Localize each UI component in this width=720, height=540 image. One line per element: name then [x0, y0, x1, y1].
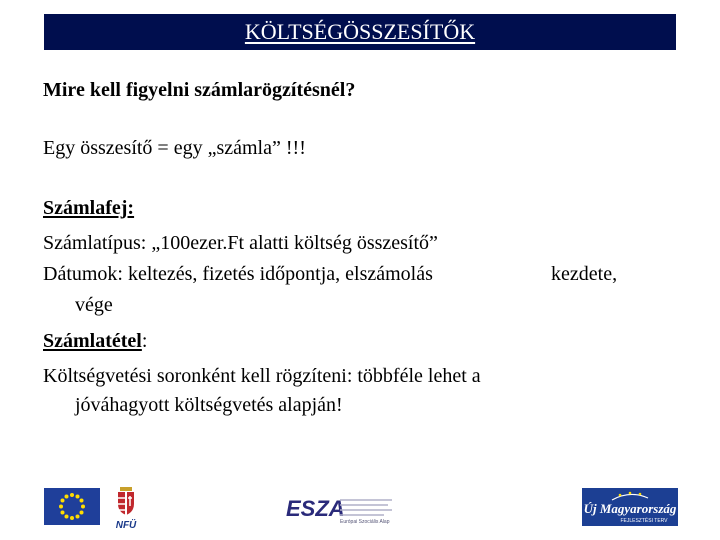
dates-line-wrap: vége [75, 294, 113, 316]
eu-flag-logo [44, 488, 100, 525]
dates-line-start: Dátumok: keltezés, fizetés időpontja, elszámolás [43, 263, 433, 285]
dates-line-end: kezdete, [551, 263, 618, 285]
eu-stars-icon [44, 488, 100, 525]
umt-label: Új Magyarország [583, 501, 677, 516]
esza-mark-icon [284, 488, 396, 526]
logo-footer [0, 482, 720, 532]
uj-magyarorszag-logo [582, 488, 678, 526]
umt-subtext: FEJLESZTÉSI TERV [620, 518, 668, 524]
question-line: Mire kell figyelni számlarögzítésnél? [43, 79, 356, 101]
nfu-crest-logo [111, 486, 141, 530]
slide-title: KÖLTSÉGÖSSZESÍTŐK [44, 14, 676, 50]
esza-subtext: Európai Szociális Alap [340, 519, 390, 525]
umt-mark-icon [582, 488, 678, 526]
esza-logo [284, 488, 396, 526]
coat-of-arms-icon [111, 486, 141, 530]
equation-line: Egy összesítő = egy „számla” !!! [43, 137, 306, 159]
item-label: Számlatétel [43, 330, 142, 352]
header-label: Számlafej: [43, 197, 135, 219]
nfu-label: NFÜ [115, 520, 137, 530]
budget-line: Költségvetési soronként kell rögzíteni: többféle lehet a [43, 365, 481, 387]
esza-label: ESZA [286, 496, 345, 521]
budget-line-wrap: jóváhagyott költségvetés alapján! [75, 394, 343, 416]
item-label-line [43, 329, 147, 353]
type-line: Számlatípus: „100ezer.Ft alatti költség összesítő” [43, 232, 438, 254]
item-label-colon: : [141, 330, 148, 352]
